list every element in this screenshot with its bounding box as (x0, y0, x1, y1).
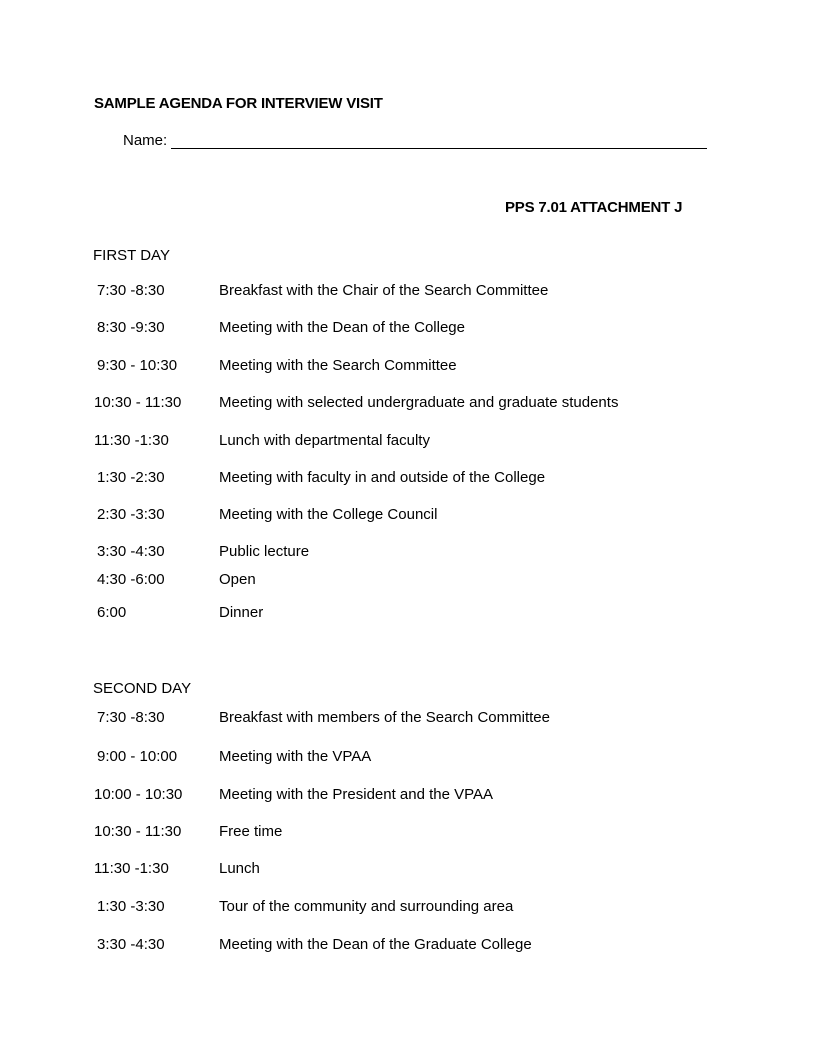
agenda-time: 1:30 -3:30 (97, 898, 165, 915)
agenda-time: 7:30 -8:30 (97, 709, 165, 726)
agenda-time: 1:30 -2:30 (97, 469, 165, 486)
agenda-time: 3:30 -4:30 (97, 936, 165, 953)
agenda-activity: Meeting with the VPAA (219, 748, 372, 765)
agenda-time: 6:00 (97, 604, 127, 621)
agenda-activity: Meeting with selected undergraduate and graduate students (219, 394, 619, 411)
agenda-activity: Meeting with the Dean of the Graduate College (219, 936, 532, 953)
agenda-activity: Tour of the community and surrounding area (219, 898, 514, 915)
agenda-activity: Meeting with the President and the VPAA (219, 786, 494, 803)
agenda-activity: Lunch (219, 860, 260, 877)
day-heading: FIRST DAY (93, 247, 170, 264)
agenda-time: 7:30 -8:30 (97, 282, 165, 299)
agenda-activity: Dinner (219, 604, 264, 621)
agenda-activity: Meeting with the College Council (219, 506, 438, 523)
agenda-activity: Meeting with the Dean of the College (219, 319, 465, 336)
agenda-activity: Lunch with departmental faculty (219, 432, 430, 449)
agenda-activity: Meeting with faculty in and outside of the College (219, 469, 546, 486)
name-label: Name: (123, 132, 168, 149)
agenda-activity: Free time (219, 823, 283, 840)
name-field-row (123, 132, 707, 149)
agenda-time: 4:30 -6:00 (97, 571, 165, 588)
name-blank-line (171, 132, 707, 149)
agenda-time: 3:30 -4:30 (97, 543, 165, 560)
document-title: SAMPLE AGENDA FOR INTERVIEW VISIT (94, 95, 383, 112)
agenda-activity: Public lecture (219, 543, 310, 560)
agenda-activity: Open (219, 571, 256, 588)
agenda-time: 11:30 -1:30 (94, 432, 169, 449)
agenda-activity: Meeting with the Search Committee (219, 357, 457, 374)
agenda-time: 2:30 -3:30 (97, 506, 165, 523)
day-heading: SECOND DAY (93, 680, 192, 697)
agenda-time: 8:30 -9:30 (97, 319, 165, 336)
agenda-time: 9:00 - 10:00 (97, 748, 178, 765)
agenda-activity: Breakfast with the Chair of the Search Committee (219, 282, 549, 299)
agenda-time: 11:30 -1:30 (94, 860, 169, 877)
agenda-time: 10:30 - 11:30 (94, 823, 182, 840)
attachment-label: PPS 7.01 ATTACHMENT J (505, 199, 683, 216)
agenda-time: 9:30 - 10:30 (97, 357, 178, 374)
agenda-time: 10:00 - 10:30 (94, 786, 183, 803)
agenda-time: 10:30 - 11:30 (94, 394, 182, 411)
agenda-activity: Breakfast with members of the Search Committee (219, 709, 550, 726)
